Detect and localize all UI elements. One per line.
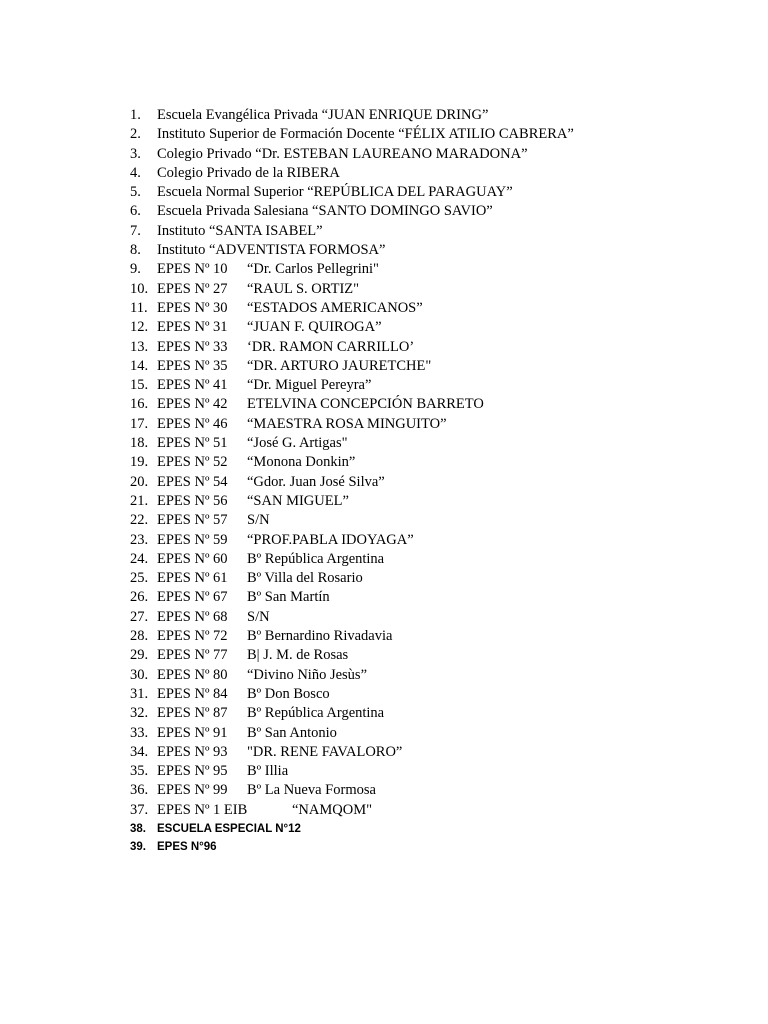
school-name: Bº República Argentina bbox=[247, 705, 385, 722]
item-text: EPES N°96 bbox=[157, 840, 217, 853]
item-number: 28. bbox=[130, 628, 149, 645]
school-name: Bº República Argentina bbox=[247, 550, 385, 567]
school-code: EPES Nº 41 bbox=[157, 377, 228, 394]
item-text: ESCUELA ESPECIAL N°12 bbox=[157, 822, 301, 835]
school-code: EPES Nº 42 bbox=[157, 396, 228, 413]
item-number: 31. bbox=[130, 685, 149, 702]
school-name: S/N bbox=[247, 608, 270, 625]
school-code: EPES Nº 46 bbox=[157, 415, 228, 432]
school-code: EPES Nº 61 bbox=[157, 570, 228, 587]
school-code: EPES Nº 68 bbox=[157, 608, 228, 625]
item-number: 25. bbox=[130, 570, 149, 587]
school-name: Bº San Martín bbox=[247, 589, 330, 606]
school-name: “Dr. Miguel Pereyra” bbox=[247, 377, 372, 394]
school-name: “JUAN F. QUIROGA” bbox=[247, 319, 382, 336]
item-number: 16. bbox=[130, 396, 149, 413]
item-number: 13. bbox=[130, 338, 149, 355]
item-number: 2. bbox=[130, 126, 141, 143]
item-text: Instituto Superior de Formación Docente “FÉLIX ATILIO CABRERA” bbox=[157, 126, 574, 143]
school-code: EPES Nº 27 bbox=[157, 280, 228, 297]
school-name: Bº La Nueva Formosa bbox=[247, 782, 376, 799]
school-name: Bº Villa del Rosario bbox=[247, 570, 363, 587]
school-code: EPES Nº 72 bbox=[157, 628, 228, 645]
item-number: 35. bbox=[130, 763, 149, 780]
school-name: “Divino Niño Jesùs” bbox=[247, 666, 368, 683]
school-code: EPES Nº 95 bbox=[157, 763, 228, 780]
item-number: 14. bbox=[130, 357, 149, 374]
item-text: Escuela Evangélica Privada “JUAN ENRIQUE DRING” bbox=[157, 107, 489, 123]
school-name: ETELVINA CONCEPCIÓN BARRETO bbox=[247, 396, 484, 413]
item-number: 8. bbox=[130, 242, 141, 259]
school-code: EPES Nº 77 bbox=[157, 647, 228, 664]
item-number: 9. bbox=[130, 261, 141, 278]
item-number: 24. bbox=[130, 550, 149, 567]
item-number: 10. bbox=[130, 280, 149, 297]
item-number: 38. bbox=[130, 822, 146, 835]
school-code: EPES Nº 56 bbox=[157, 492, 228, 509]
item-number: 29. bbox=[130, 647, 149, 664]
school-code: EPES Nº 60 bbox=[157, 550, 228, 567]
item-number: 30. bbox=[130, 666, 149, 683]
school-name: “NAMQOM" bbox=[292, 801, 373, 818]
school-name: “SAN MIGUEL” bbox=[247, 492, 349, 509]
item-number: 3. bbox=[130, 145, 141, 162]
item-text: Escuela Normal Superior “REPÚBLICA DEL PARAGUAY” bbox=[157, 184, 513, 201]
school-name: “Dr. Carlos Pellegrini" bbox=[247, 261, 379, 278]
item-number: 27. bbox=[130, 608, 149, 625]
school-code: EPES Nº 80 bbox=[157, 666, 228, 683]
school-name: ‘DR. RAMON CARRILLO’ bbox=[247, 338, 415, 355]
school-code: EPES Nº 57 bbox=[157, 512, 228, 529]
school-name: B| J. M. de Rosas bbox=[247, 647, 349, 664]
item-number: 20. bbox=[130, 473, 149, 490]
item-text: Colegio Privado de la RIBERA bbox=[157, 164, 340, 181]
school-name: Bº Illia bbox=[247, 763, 289, 780]
school-name: S/N bbox=[247, 512, 270, 529]
item-number: 7. bbox=[130, 222, 141, 239]
item-number: 22. bbox=[130, 512, 149, 529]
school-name: “MAESTRA ROSA MINGUITO” bbox=[247, 415, 447, 432]
item-number: 23. bbox=[130, 531, 149, 548]
school-code: EPES Nº 67 bbox=[157, 589, 228, 606]
item-number: 18. bbox=[130, 435, 149, 452]
school-name: “José G. Artigas" bbox=[247, 435, 348, 452]
item-text: Instituto “SANTA ISABEL” bbox=[157, 222, 323, 239]
item-number: 12. bbox=[130, 319, 149, 336]
school-code: EPES Nº 33 bbox=[157, 338, 228, 355]
school-code: EPES Nº 52 bbox=[157, 454, 228, 471]
item-number: 15. bbox=[130, 377, 149, 394]
school-code: EPES Nº 59 bbox=[157, 531, 228, 548]
item-number: 37. bbox=[130, 801, 149, 818]
school-code: EPES Nº 93 bbox=[157, 743, 228, 760]
school-code: EPES Nº 54 bbox=[157, 473, 228, 490]
school-code: EPES Nº 91 bbox=[157, 724, 228, 741]
school-name: “Monona Donkin” bbox=[247, 454, 356, 471]
item-text: Instituto “ADVENTISTA FORMOSA” bbox=[157, 242, 386, 259]
school-code: EPES Nº 84 bbox=[157, 685, 228, 702]
item-number: 5. bbox=[130, 184, 141, 201]
item-number: 6. bbox=[130, 203, 141, 220]
school-code: EPES Nº 1 EIB bbox=[157, 801, 248, 818]
item-number: 4. bbox=[130, 164, 141, 181]
school-code: EPES Nº 30 bbox=[157, 299, 228, 316]
item-number: 19. bbox=[130, 454, 149, 471]
item-number: 39. bbox=[130, 840, 146, 853]
school-name: "DR. RENE FAVALORO” bbox=[247, 743, 403, 760]
item-number: 21. bbox=[130, 492, 149, 509]
item-number: 32. bbox=[130, 705, 149, 722]
school-name: Bº Don Bosco bbox=[247, 685, 330, 702]
school-name: Bº Bernardino Rivadavia bbox=[247, 628, 393, 645]
item-number: 1. bbox=[130, 107, 141, 123]
school-name: “DR. ARTURO JAURETCHE" bbox=[247, 357, 432, 374]
school-code: EPES Nº 10 bbox=[157, 261, 228, 278]
school-name: Bº San Antonio bbox=[247, 724, 337, 741]
school-code: EPES Nº 31 bbox=[157, 319, 228, 336]
item-text: Colegio Privado “Dr. ESTEBAN LAUREANO MARADONA” bbox=[157, 145, 528, 162]
item-number: 36. bbox=[130, 782, 149, 799]
item-number: 26. bbox=[130, 589, 149, 606]
school-code: EPES Nº 35 bbox=[157, 357, 228, 374]
item-number: 34. bbox=[130, 743, 149, 760]
item-number: 11. bbox=[130, 299, 148, 316]
school-code: EPES Nº 51 bbox=[157, 435, 228, 452]
item-text: Escuela Privada Salesiana “SANTO DOMINGO SAVIO” bbox=[157, 203, 493, 220]
school-name: “PROF.PABLA IDOYAGA” bbox=[247, 531, 414, 548]
school-name: “Gdor. Juan José Silva” bbox=[247, 473, 385, 490]
school-code: EPES Nº 99 bbox=[157, 782, 228, 799]
school-code: EPES Nº 87 bbox=[157, 705, 228, 722]
item-number: 17. bbox=[130, 415, 149, 432]
school-name: “RAUL S. ORTIZ" bbox=[247, 280, 360, 297]
item-number: 33. bbox=[130, 724, 149, 741]
school-name: “ESTADOS AMERICANOS” bbox=[247, 299, 423, 316]
